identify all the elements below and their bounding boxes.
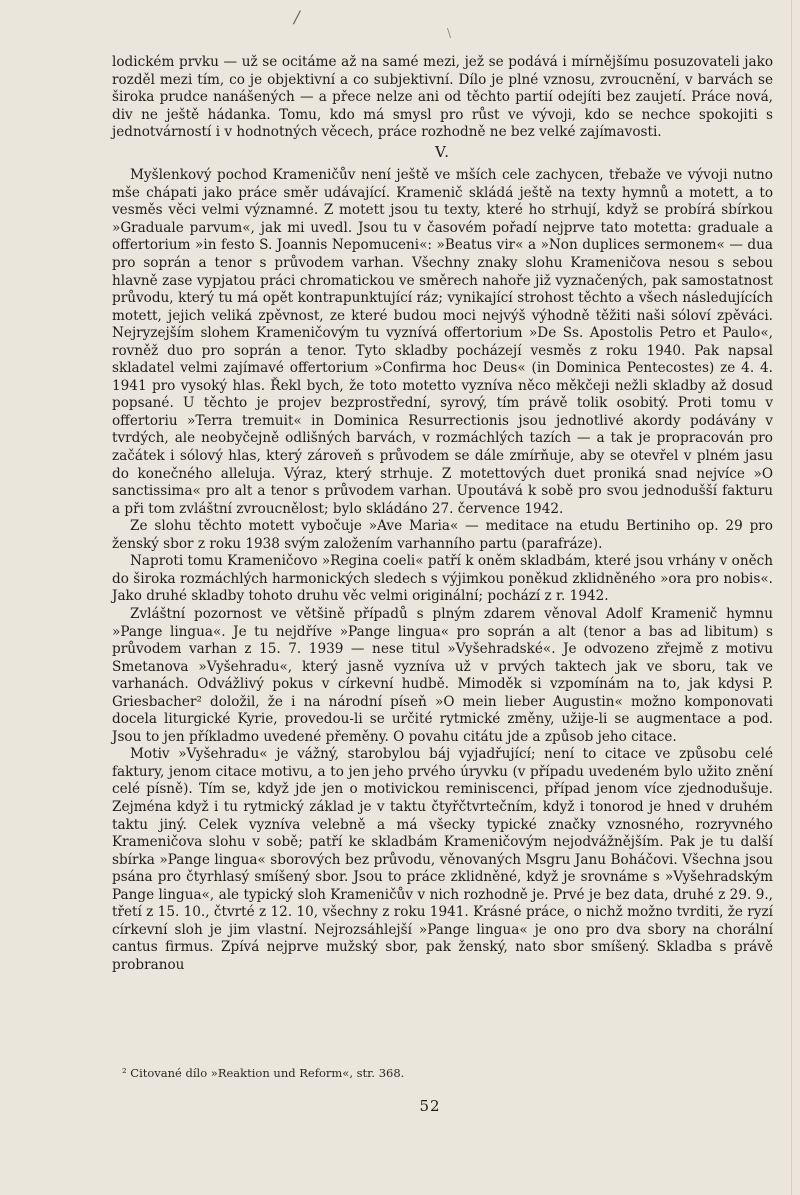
pencil-mark-small: \ [447,26,452,40]
paragraph: Naproti tomu Krameničovo »Regina coeli« patří k oněm skladbám, které jsou vrhány v oněch do široka rozmáchlých harmonických sledech s výjimkou poněkud zklidněného »ora pro nobis«. Jako druhé skladby tohoto druhu věc velmi originální; pochází z r. 1942. [112,553,774,605]
paragraph: Ze slohu těchto motett vybočuje »Ave Maria« — meditace na etudu Bertiniho op. 29 pro ženský sbor z roku 1938 svým založením varhanního partu (parafráze). [112,518,773,552]
footnote: ² Citované dílo »Reaktion und Reform«, str. 368. [122,1066,405,1080]
paragraph: Myšlenkový pochod Krameničův není ještě ve mších cele zachycen, třebaže ve vývoji nutno mše chápati jako práce směr udávající. Kramenič skládá ještě na texty hymnů a motett, a to vesměs věci velmi významné. Z motett jsou tu texty, které ho strhují, když se probírá sbírkou »Graduale parvum«, jak mi uvedl. Jsou tu v časovém pořadí nejprve tato motetta: graduale a offertorium »in festo S. Joannis Nepomuceni«: »Beatus vir« a »Non duplices sermonem« — dua pro soprán a tenor s průvodem varhan. Všechny znaky slohu Krameničova nesou s sebou hlavně zase vypjatou práci chromatickou ve směrech nahoře již vyznačených, pak samostatnost průvodu, který tu má opět kontrapunktující ráz; vynikající strohost těchto a všech následujících motett, jejich veliká zpěvnost, ze které budou moci nejvýš výhodně těžiti naši sóloví zpěváci. Nejryzejším slohem Krameničovým tu vyznívá offertorium »De Ss. Apostolis Petro et Paulo«, rovněž duo pro soprán a tenor. Tyto skladby pocházejí vesměs z roku 1940. Pak napsal skladatel velmi zajímavé offertorium »Confirma hoc Deus« (in Dominica Pentecostes) ze 4. 4. 1941 pro vysoký hlas. Řekl bych, že toto motetto vyzníva něco měkčeji nežli skladby až dosud popsané. U těchto je projev bezprostřední, syrový, tím právě tolik osobitý. Proti tomu v offertoriu »Terra tremuit« in Dominica Resurrectionis jsou jednotlivé akordy podávány v tvrdých, ale neobyčejně odlišných barvách, v rozmáchlých tazích — a tak je propracován pro začátek i sólový hlas, který zároveň s průvodem se dále zmírňuje, aby se otevřel v plném jasu do konečného alleluja. Výraz, který strhuje. Z motettových duet proniká snad nejvíce »O sanctissima« pro alt a tenor s průvodem varhan. Upoutává k sobě pro svou jednodušší fakturu a při tom zvláštní zvroucnělost; bylo skládáno 27. července 1942. [112,167,773,517]
pencil-mark: / [294,8,300,28]
page-number: 52 [419,1097,441,1115]
paragraph: Motiv »Vyšehradu« je vážný, starobylou báj vyjadřující; není to citace ve způsobu celé faktury, jenom citace motivu, a to jen jeho prvého úryvku (v případu uvedeném bylo užito znění celé písně). Tím se, když jde jen o motivickou reminiscenci, případ jenom více zjednodušuje. Zejména když i tu rytmický základ je v taktu čtyřčtvrtečním, když i tonorod je hned v druhém taktu jiný. Celek vyzníva velebně a má všecky typické značky vznosného, rozryvného Krameničova slohu v sobě; patří ke skladbám Krameničovým nejodvážnějším. Pak je tu další sbírka »Pange lingua« sborových bez průvodu, věnovaných Msgru Janu Boháčovi. Všechna jsou psána pro čtyrhlasý smíšený sbor. Jsou to práce zklidněné, když je srovnáme s »Vyšehradským Pange lingua«, ale typický sloh Krameničův v nich rozhodně je. Prvé je bez data, druhé z 29. 9., třetí z 15. 10., čtvrté z 12. 10, všechny z roku 1941. Krásné práce, o nichž možno tvrditi, že ryzí církevní sloh je jim vlastní. Nejrozsáhlejší »Pange lingua« je ono pro dva sbory na chorální cantus firmus. Zpívá nejprve mužský sbor, pak ženský, nato sbor smíšený. Skladba s právě probranou [112,746,773,973]
paragraph: lodickém prvku — už se ocitáme až na samé mezi, jež se podává i mírnějšímu posuzovateli jako rozděl mezi tím, co je objektivní a co subjektivní. Dílo je plné vznosu, zvroucnění, v barvách se široka prudce nanášených — a přece nelze ani od těchto partií odejíti bez zaujetí. Práce nová, div ne ještě hádanka. Tomu, kdo má smysl pro růst ve vývoji, kdo se nechce spokojiti s jednotvárností i v hodnotných věcech, práce rozhodně ne bez velké zajímavosti. [112,54,773,141]
paragraph: Zvláštní pozornost ve většině případů s plným zdarem věnoval Adolf Kramenič hymnu »Pange lingua«. Je tu nejdříve »Pange lingua« pro soprán a alt (tenor a bas ad libitum) s průvodem varhan z 15. 7. 1939 — nese titul »Vyšehradské«. Je odvozeno zřejmě z motivu Smetanova »Vyšehradu«, který jasně vyzníva už v prvých taktech jak ve sboru, tak ve varhanách. Odvážlivý pokus v církevní hudbě. Mimoděk si vzpomínám na to, jak kdysi P. Griesbacher² doložil, že i na národní píseň »O mein lieber Augustin« možno komponovati docela liturgické Kyrie, provedou-li se určité rytmické změny, užije-li se augmentace a pod. Jsou to jen příkladmo uvedené přeměny. O povahu citátu jde a způsob jeho citace. [112,605,773,745]
body-text [112,54,773,974]
section-heading: V. [435,142,450,161]
page-edge [791,0,792,1195]
